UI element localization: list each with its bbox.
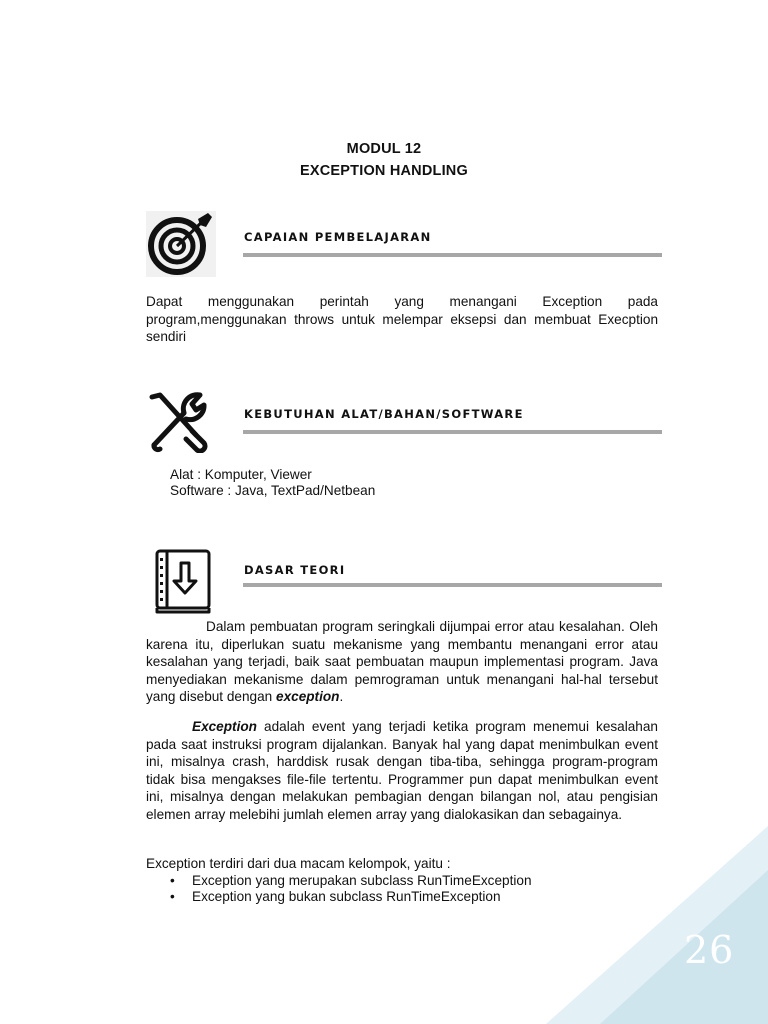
section-divider xyxy=(243,253,662,257)
book-download-icon xyxy=(154,548,214,616)
module-title: EXCEPTION HANDLING xyxy=(300,163,468,179)
page-title xyxy=(0,138,768,182)
paragraph-end: . xyxy=(339,689,344,705)
list-item: • Exception yang merupakan subclass RunTimeException xyxy=(170,873,532,889)
paragraph-text: Dalam pembuatan program seringkali dijumpai error atau kesalahan. Oleh karena itu, diperlukan suatu mekanisme yang membantu menangani error atau kesalahan yang terjadi, baik saat pembuatan maupun implementasi program. Java menyediakan mekanisme dalam pemrograman untuk menangani hal-hal tersebut yang disebut dengan xyxy=(146,619,658,705)
tools-icon xyxy=(146,391,214,453)
emphasis-term: exception xyxy=(276,689,340,705)
section-heading-capaian: CAPAIAN PEMBELAJARAN xyxy=(244,230,432,244)
dasar-paragraph-2 xyxy=(146,718,658,824)
section-divider xyxy=(243,583,662,587)
module-number: MODUL 12 xyxy=(346,141,422,157)
dasar-paragraph-1 xyxy=(146,618,658,706)
alat-line: Alat : Komputer, Viewer xyxy=(170,467,312,482)
section-heading-kebutuhan: KEBUTUHAN ALAT/BAHAN/SOFTWARE xyxy=(244,407,524,421)
paragraph-text: adalah event yang terjadi ketika program menemui kesalahan pada saat instruksi program dijalankan. Banyak hal yang dapat menimbulkan event ini, misalnya crash, harddisk rusak dengan tiba-tiba, sehingga program-program tidak bisa mengakses file-file tertentu. Programmer pun dapat menimbulkan event ini, misalnya dengan melakukan pembagian dengan bilangan nol, atau pengisian elemen array melebihi jumlah elemen array yang dialokasikan dan sebagainya. xyxy=(146,719,658,822)
exception-intro: Exception terdiri dari dua macam kelompok, yaitu : xyxy=(146,856,451,871)
emphasis-term: Exception xyxy=(192,719,257,734)
section-divider xyxy=(243,430,662,434)
software-line: Software : Java, TextPad/Netbean xyxy=(170,483,376,498)
section-heading-dasar: DASAR TEORI xyxy=(244,563,346,577)
list-item: • Exception yang bukan subclass RunTimeException xyxy=(170,889,532,905)
exception-list xyxy=(170,873,532,905)
target-icon xyxy=(146,211,216,277)
capaian-text: Dapat menggunakan perintah yang menangani Exception pada program,menggunakan throws untuk melempar eksepsi dan membuat Execption sendiri xyxy=(146,294,658,345)
page-number: 26 xyxy=(684,928,735,972)
